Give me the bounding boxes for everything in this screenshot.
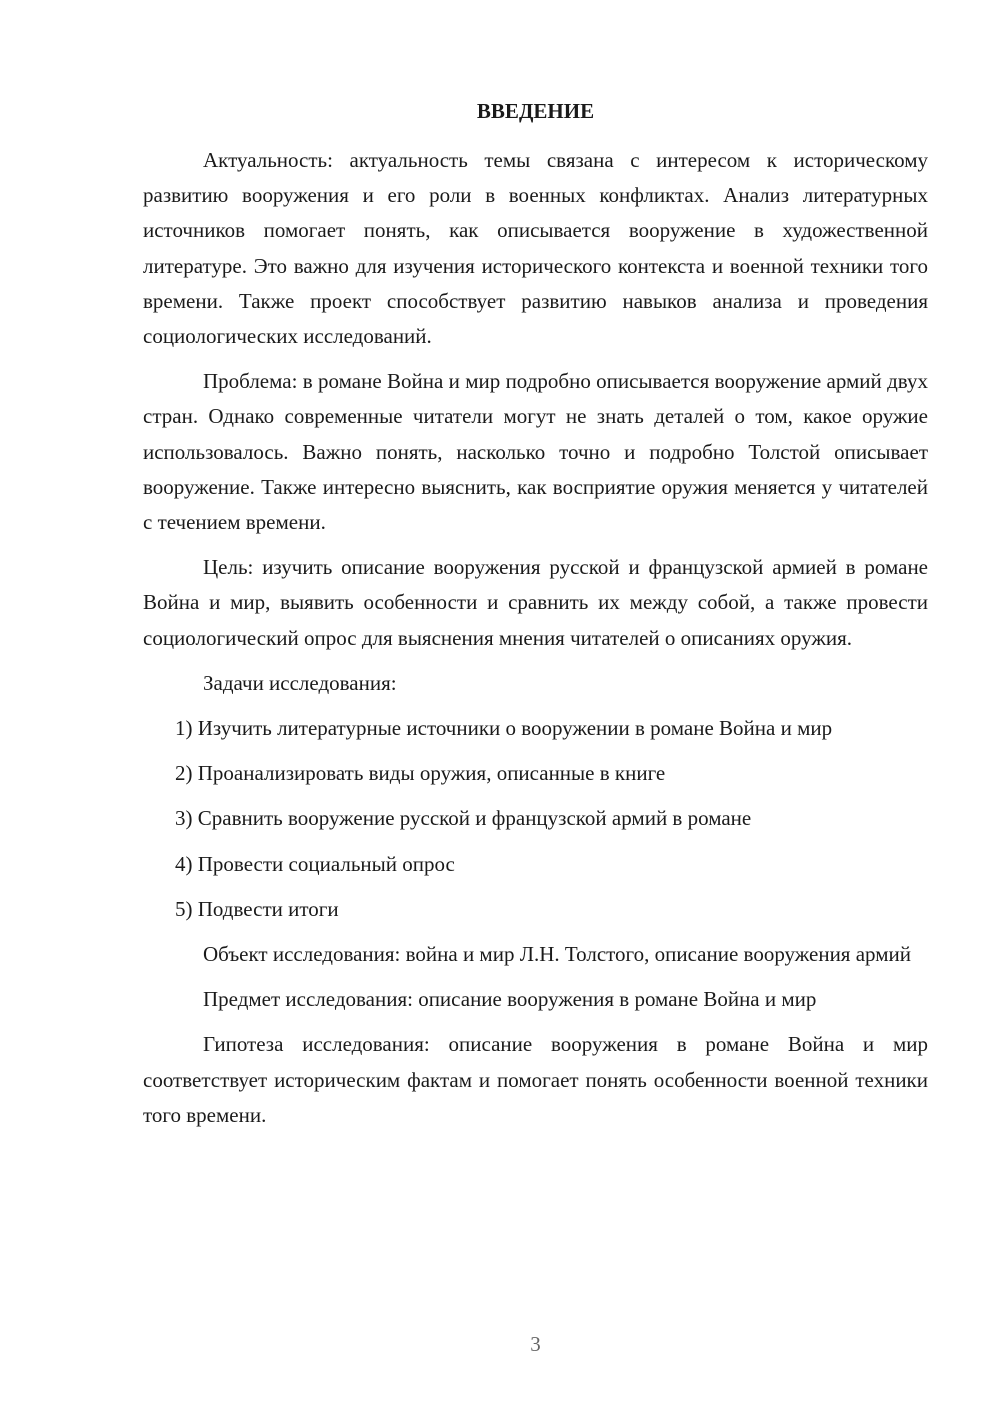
task-item: 3) Сравнить вооружение русской и французской армий в романе (175, 806, 752, 831)
section-heading: ВВЕДЕНИЕ (476, 99, 595, 123)
paragraph-relevance: Актуальность: актуальность темы связана с интересом к историческому развитию вооружения и его роли в военных конфликтах. Анализ литературных источников помогает понять, как описывается вооружение в художественной литературе. Это важно для изучения исторического контекста и военной техники того времени. Также проект способствует развитию навыков анализа и проведения социологических исследований. (143, 148, 928, 349)
paragraph-object: Объект исследования: война и мир Л.Н. Толстого, описание вооружения армий (203, 942, 911, 967)
task-item: 1) Изучить литературные источники о вооружении в романе Война и мир (175, 716, 833, 741)
section-body (143, 143, 928, 1143)
tasks-title: Задачи исследования: (203, 670, 397, 695)
task-item: 5) Подвести итоги (175, 896, 339, 921)
document-page (143, 0, 928, 1414)
paragraph-problem: Проблема: в романе Война и мир подробно описывается вооружение армий двух стран. Однако современные читатели могут не знать деталей о том, какое оружие использовалось. Важно понять, насколько точно и подробно Толстой описывает вооружение. Также интересно выяснить, как восприятие оружия меняется у читателей с течением времени. (143, 369, 928, 535)
task-item: 4) Провести социальный опрос (175, 851, 455, 876)
page-number: 3 (530, 1332, 541, 1356)
task-item: 2) Проанализировать виды оружия, описанные в книге (175, 761, 666, 786)
paragraph-hypothesis: Гипотеза исследования: описание вооружения в романе Война и мир соответствует историческим фактам и помогает понять особенности военной техники того времени. (143, 1032, 928, 1127)
paragraph-goal: Цель: изучить описание вооружения русской и французской армией в романе Война и мир, выявить особенности и сравнить их между собой, а также провести социологический опрос для выяснения мнения читателей о описаниях оружия. (143, 555, 928, 650)
paragraph-subject: Предмет исследования: описание вооружения в романе Война и мир (203, 987, 817, 1012)
